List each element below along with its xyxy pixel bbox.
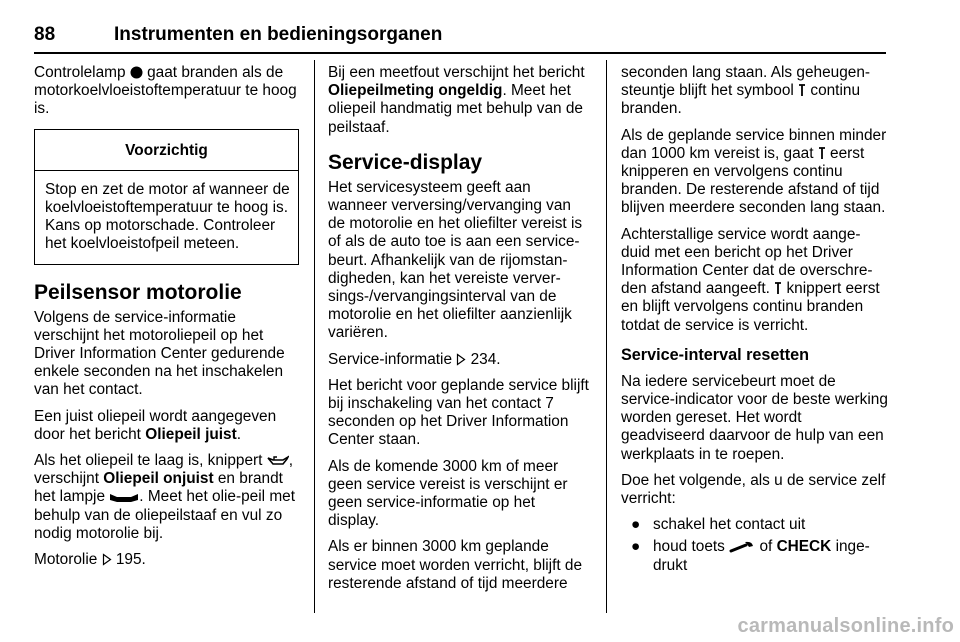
list-item: ● schakel het contact uit xyxy=(631,516,806,534)
chapter-title: Instrumenten en bedieningsorganen xyxy=(114,24,443,45)
paragraph: Als het oliepeil te laag is, knippert , verschijnt Oliepeil onjuist en brandt het lampje . Meet het olie-peil met behulp van de oliepeilstaaf en vul zo nodig motorolie bij. xyxy=(34,452,295,542)
paragraph: Na iedere servicebeurt moet de service-indicator voor de beste werking worden gereset. Het wordt geadviseerd daarvoor de hulp van een werkplaats in te roepen. xyxy=(621,372,888,463)
watermark: carmanualsonline.info xyxy=(737,615,954,637)
wrench-button-icon xyxy=(729,541,755,553)
oil-can-icon xyxy=(267,455,289,467)
column-3 xyxy=(621,64,889,579)
list-item: ● houd toets of CHECK inge-drukt xyxy=(631,538,870,574)
bullet: ● xyxy=(631,538,641,556)
paragraph: Controlelamp gaat branden als de motorkoelvloeistoftemperatuur te hoog is. xyxy=(34,64,297,118)
section-subheading: Service-interval resetten xyxy=(621,345,810,364)
paragraph: Als de geplande service binnen minder dan 1000 km vereist is, gaat eerst knipperen en vervolgens continu branden. De resterende afstand of tijd blijven meerdere seconden lang staan. xyxy=(621,126,887,217)
caution-title: Voorzichtig xyxy=(35,130,298,171)
column-2 xyxy=(328,64,590,601)
section-heading: Service-display xyxy=(328,150,483,174)
paragraph: Service-informatie 234. xyxy=(328,350,501,368)
column-1 xyxy=(34,64,299,577)
service-wrench-icon xyxy=(798,84,806,97)
paragraph: Volgens de service-informatie verschijnt het motoroliepeil op het Driver Information Center gedurende enkele seconden na het inschakelen van het contact. xyxy=(34,308,285,399)
paragraph: Achterstallige service wordt aange-duid met een bericht op het Driver Information Center dat de overschre-den afstand aangeeft. knippert eerst en blijft vervolgens continu branden totdat de service is verricht. xyxy=(621,225,880,334)
steps-list xyxy=(621,516,889,575)
paragraph: Als de komende 3000 km of meer geen service vereist is verschijnt er geen service-informatie op het display. xyxy=(328,457,568,530)
oil-level-icon xyxy=(109,491,139,503)
caution-box xyxy=(34,129,299,265)
column-divider xyxy=(606,60,607,613)
paragraph: Motorolie 195. xyxy=(34,551,146,569)
page-reference-icon xyxy=(102,553,112,566)
paragraph: Bij een meetfout verschijnt het bericht Oliepeilmeting ongeldig. Meet het oliepeil handmatig met behulp van de peilstaaf. xyxy=(328,64,585,136)
page-header xyxy=(34,0,886,54)
paragraph: Het bericht voor geplande service blijft bij inschakeling van het contact 7 seconden op het Driver Information Center staan. xyxy=(328,376,589,449)
service-wrench-icon xyxy=(774,282,782,295)
page-reference-icon xyxy=(456,353,466,366)
page-number: 88 xyxy=(34,24,56,45)
paragraph: Doe het volgende, als u de service zelf verricht: xyxy=(621,471,886,508)
coolant-warning-icon xyxy=(130,66,143,79)
paragraph: Het servicesysteem geeft aan wanneer verversing/vervanging van de motorolie en het oliefilter vereist is of als de auto toe is aan een service-beurt. Afhankelijk van de rijomstan-digheden, kan het vereiste verver-sings-/vervangingsinterval van de motorolie en het oliefilter aanzienlijk variëren. xyxy=(328,178,583,342)
column-divider xyxy=(314,60,315,613)
service-wrench-icon xyxy=(818,147,826,160)
paragraph: seconden lang staan. Als geheugen-steuntje blijft het symbool continu branden. xyxy=(621,64,871,118)
caution-body: Stop en zet de motor af wanneer de koelvloeistoftemperatuur te hoog is. Kans op motorschade. Controleer het koelvloeistofpeil meteen. xyxy=(45,180,290,253)
bullet: ● xyxy=(631,516,641,534)
section-heading: Peilsensor motorolie xyxy=(34,280,242,304)
paragraph: Een juist oliepeil wordt aangegeven door het bericht Oliepeil juist. xyxy=(34,407,277,443)
paragraph: Als er binnen 3000 km geplande service moet worden verricht, blijft de resterende afstand of tijd meerdere xyxy=(328,538,583,592)
